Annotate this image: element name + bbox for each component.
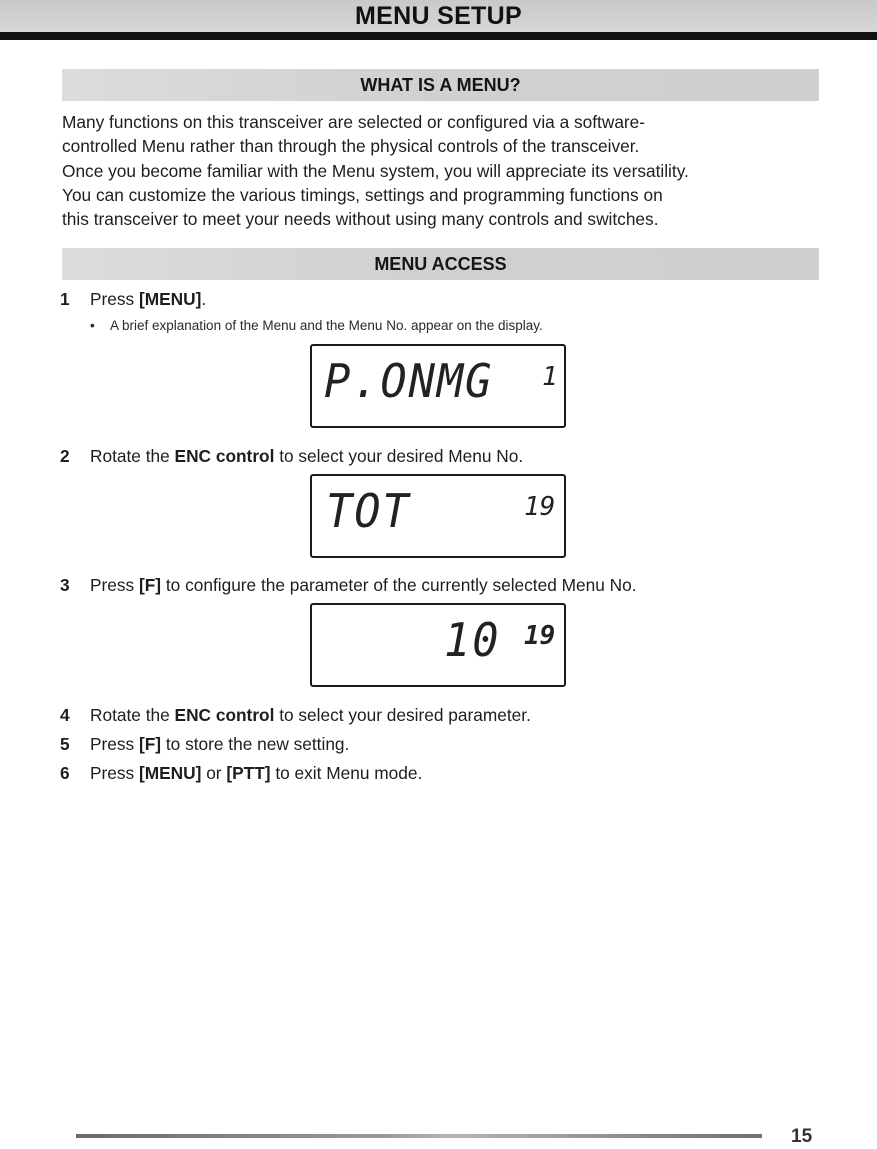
step-key: [MENU] xyxy=(138,763,202,783)
lcd-menu-number: 1 xyxy=(542,362,558,392)
step-number: 4 xyxy=(60,705,70,725)
step-text: to select your desired Menu No. xyxy=(274,446,524,466)
step-number: 2 xyxy=(60,446,70,466)
lcd-display-1 xyxy=(310,344,566,428)
lcd-menu-number: 19 xyxy=(524,621,556,651)
section-heading-menu-access: MENU ACCESS xyxy=(62,248,819,280)
step-key: ENC control xyxy=(174,446,275,466)
step-text: to store the new setting. xyxy=(161,734,350,754)
bullet-text: A brief explanation of the Menu and the Menu No. appear on the display. xyxy=(110,318,543,333)
step-2 xyxy=(60,445,523,467)
paragraph-line: You can customize the various timings, settings and programming functions on xyxy=(62,184,663,205)
step-1 xyxy=(60,288,206,310)
page-number: 15 xyxy=(791,1126,813,1147)
step-key: ENC control xyxy=(174,705,275,725)
paragraph-line: Many functions on this transceiver are selected or configured via a software- xyxy=(62,112,646,132)
step-number: 3 xyxy=(60,575,70,595)
header-rule xyxy=(0,32,877,40)
lcd-main-text: 10 xyxy=(444,613,501,667)
step-text: Rotate the xyxy=(90,705,175,725)
step-3 xyxy=(60,574,637,596)
step-4 xyxy=(60,704,531,726)
lcd-menu-number: 19 xyxy=(524,492,556,522)
step-text: Press xyxy=(90,734,139,754)
lcd-main-text: P.ONMG xyxy=(324,354,494,408)
lcd-display-2 xyxy=(310,474,566,558)
paragraph-line: controlled Menu rather than through the physical controls of the transceiver. xyxy=(62,136,640,157)
lcd-main-text: TOT xyxy=(326,484,411,538)
paragraph-line: this transceiver to meet your needs without using many controls and switches. xyxy=(62,209,659,230)
step-5 xyxy=(60,733,349,755)
section-heading-what-is-menu: WHAT IS A MENU? xyxy=(62,69,819,101)
intro-paragraph xyxy=(62,110,832,231)
bullet-icon: • xyxy=(90,318,95,333)
step-number: 1 xyxy=(60,289,70,309)
step-key: [PTT] xyxy=(226,763,271,783)
lcd-display-3 xyxy=(310,603,566,687)
step-text: Press xyxy=(90,763,139,783)
step-text: to configure the parameter of the currently selected Menu No. xyxy=(161,575,637,595)
footer-rule xyxy=(76,1134,762,1138)
step-text: Rotate the xyxy=(90,446,175,466)
step-text: Press xyxy=(90,575,139,595)
paragraph-line: Once you become familiar with the Menu system, you will appreciate its versatility. xyxy=(62,160,689,181)
step-text: to select your desired parameter. xyxy=(274,705,531,725)
step-6 xyxy=(60,762,422,784)
step-text: Press xyxy=(90,289,139,309)
step-text: . xyxy=(201,289,207,309)
step-key: [F] xyxy=(138,734,162,754)
step-text: to exit Menu mode. xyxy=(270,763,423,783)
page-title: MENU SETUP xyxy=(355,2,522,30)
step-key: [F] xyxy=(138,575,162,595)
step-text: or xyxy=(201,763,227,783)
step-number: 6 xyxy=(60,763,70,783)
step-key: [MENU] xyxy=(138,289,202,309)
bullet-note xyxy=(88,317,543,335)
step-number: 5 xyxy=(60,734,70,754)
